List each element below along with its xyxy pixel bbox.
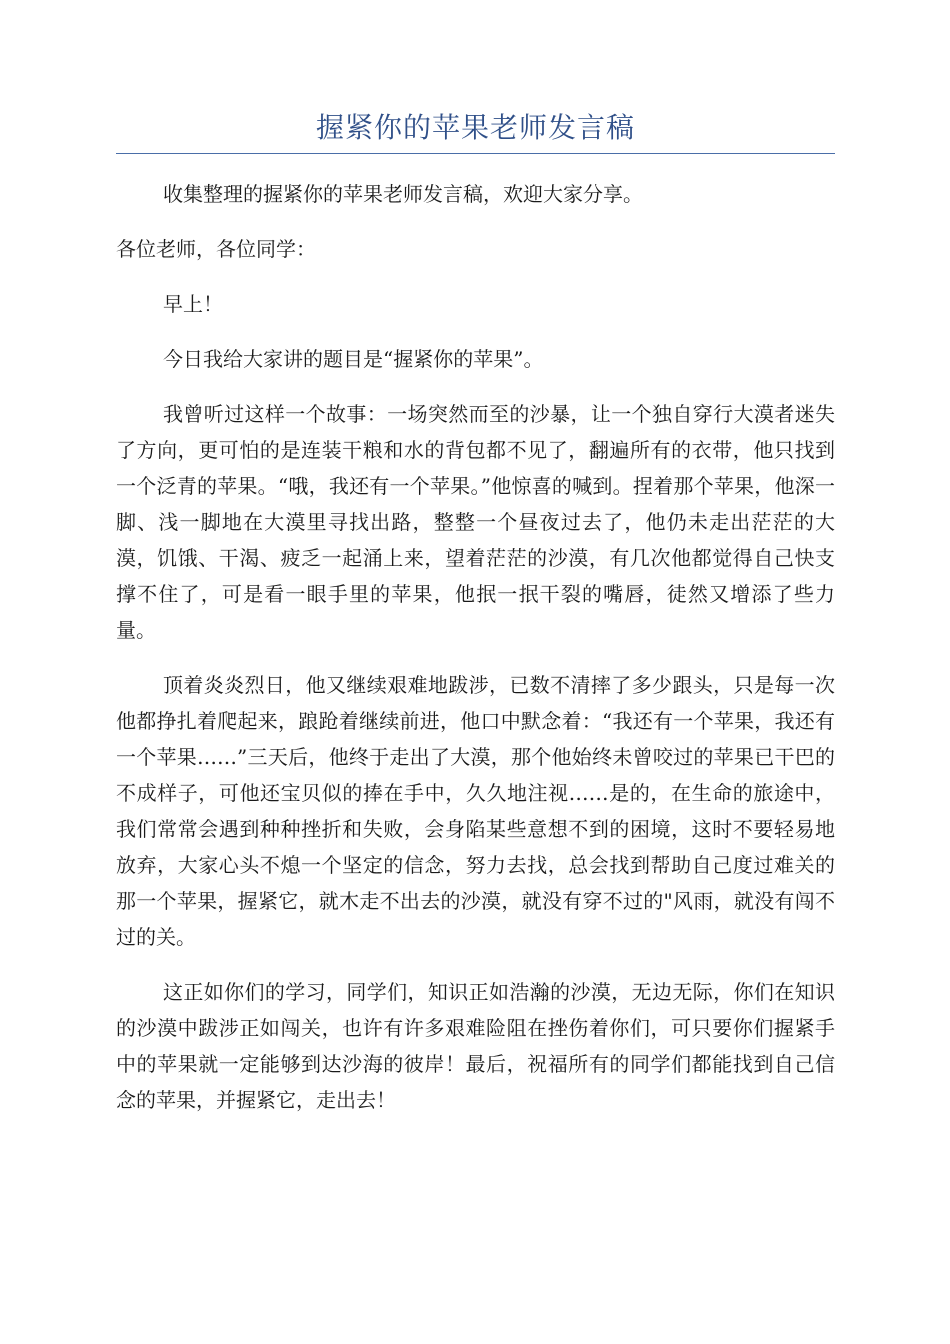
greeting: 早上！: [163, 292, 223, 316]
closing-paragraph: 这正如你们的学习，同学们，知识正如浩瀚的沙漠，无边无际，你们在知识的沙漠中跋涉正如闯关，也许有许多艰难险阻在挫伤着你们，可只要你们握紧手中的苹果就一定能够到达沙海的彼岸！最后，祝福所有的同学们都能找到自己信念的苹果，并握紧它，走出去！: [116, 980, 835, 1112]
document-body: [116, 176, 835, 1137]
salutation: 各位老师，各位同学：: [116, 237, 316, 261]
document-title: 握紧你的苹果老师发言稿: [315, 111, 635, 144]
reflection-paragraph: 顶着炎炎烈日，他又继续艰难地跋涉，已数不清摔了多少跟头，只是每一次他都挣扎着爬起来，踉跄着继续前进，他口中默念着：“我还有一个苹果，我还有一个苹果……”三天后，他终于走出了大漠，那个他始终未曾咬过的苹果已干巴的不成样子，可他还宝贝似的捧在手中，久久地注视……是的，在生命的旅途中，我们常常会遇到种种挫折和失败，会身陷某些意想不到的困境，这时不要轻易地放弃，大家心头不熄一个坚定的信念，努力去找，总会找到帮助自己度过难关的那一个苹果，握紧它，就木走不出去的沙漠，就没有穿不过的"风雨，就没有闯不过的关。: [116, 673, 835, 949]
title-underline: [116, 153, 835, 154]
topic-paragraph: 今日我给大家讲的题目是“握紧你的苹果”。: [163, 347, 544, 371]
story-paragraph: 我曾听过这样一个故事：一场突然而至的沙暴，让一个独自穿行大漠者迷失了方向，更可怕的是连装干粮和水的背包都不见了，翻遍所有的衣带，他只找到一个泛青的苹果。“哦，我还有一个苹果。”他惊喜的喊到。捏着那个苹果，他深一脚、浅一脚地在大漠里寻找出路，整整一个昼夜过去了，他仍未走出茫茫的大漠，饥饿、干渴、疲乏一起涌上来，望着茫茫的沙漠，有几次他都觉得自己快支撑不住了，可是看一眼手里的苹果，他抿一抿干裂的嘴唇，徒然又增添了些力量。: [116, 402, 835, 642]
intro-paragraph: 收集整理的握紧你的苹果老师发言稿，欢迎大家分享。: [163, 182, 643, 206]
